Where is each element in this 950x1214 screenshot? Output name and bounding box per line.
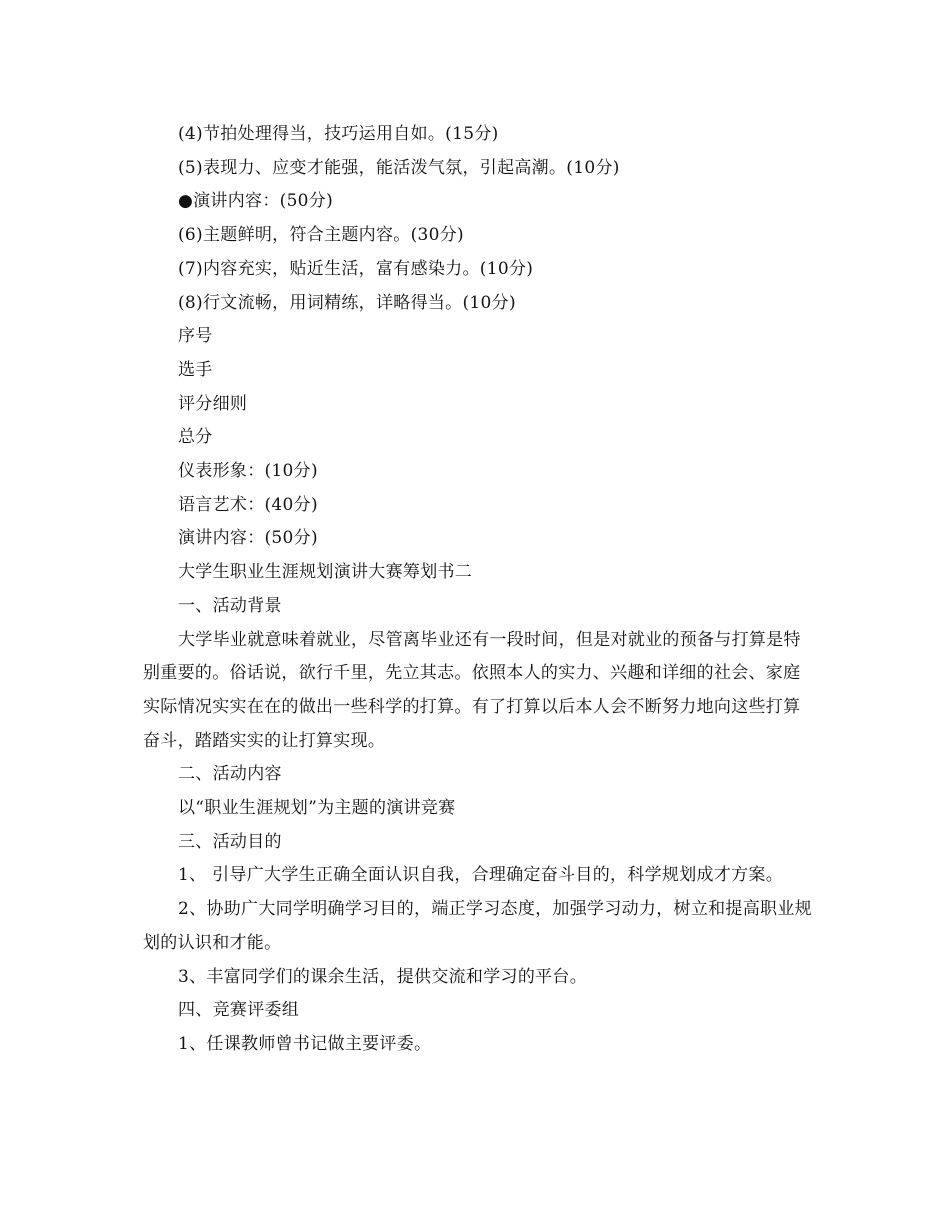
- table-header-number: 序号: [178, 326, 213, 347]
- plan-title: 大学生职业生涯规划演讲大赛筹划书二: [178, 562, 473, 583]
- table-item-content: 演讲内容：(50分): [178, 528, 318, 549]
- purpose-item-3: 3、丰富同学们的课余生活，提供交流和学习的平台。: [178, 966, 588, 987]
- judges-item-1: 1、任课教师曾书记做主要评委。: [178, 1033, 432, 1054]
- purpose-item-1: 1、 引导广大学生正确全面认识自我，合理确定奋斗目的，科学规划成才方案。: [178, 865, 784, 886]
- purpose-item-2: 2、协助广大同学明确学习目的，端正学习态度，加强学习动力，树立和提高职业规划的认识和才能。: [143, 899, 812, 953]
- table-header-criteria: 评分细则: [178, 393, 248, 414]
- table-header-total: 总分: [178, 427, 213, 448]
- scoring-criterion-6: (6)主题鲜明，符合主题内容。(30分): [178, 225, 464, 246]
- section-heading-purpose: 三、活动目的: [178, 831, 282, 852]
- section-heading-judges: 四、竞赛评委组: [178, 1000, 300, 1021]
- table-item-appearance: 仪表形象：(10分): [178, 461, 318, 482]
- scoring-criterion-7: (7)内容充实，贴近生活，富有感染力。(10分): [178, 258, 534, 279]
- table-header-contestant: 选手: [178, 359, 213, 380]
- scoring-category-content: ●演讲内容：(50分): [178, 191, 334, 212]
- section-body-background: 大学毕业就意味着就业，尽管离毕业还有一段时间，但是对就业的预备与打算是特别重要的。俗话说，欲行千里，先立其志。依照本人的实力、兴趣和详细的社会、家庭实际情况实实在在的做出一些科学的打算。有了打算以后本人会不断努力地向这些打算奋斗，踏踏实实的让打算实现。: [143, 629, 801, 751]
- document-body: [143, 118, 813, 1062]
- scoring-criterion-8: (8)行文流畅，用词精练，详略得当。(10分): [178, 292, 516, 313]
- scoring-criterion-4: (4)节拍处理得当，技巧运用自如。(15分): [178, 124, 499, 144]
- section-heading-content: 二、活动内容: [178, 764, 282, 785]
- section-heading-background: 一、活动背景: [178, 595, 282, 616]
- table-item-language: 语言艺术：(40分): [178, 494, 318, 515]
- scoring-criterion-5: (5)表现力、应变才能强，能活泼气氛，引起高潮。(10分): [178, 157, 620, 178]
- section-body-content: 以“职业生涯规划”为主题的演讲竞赛: [178, 798, 456, 819]
